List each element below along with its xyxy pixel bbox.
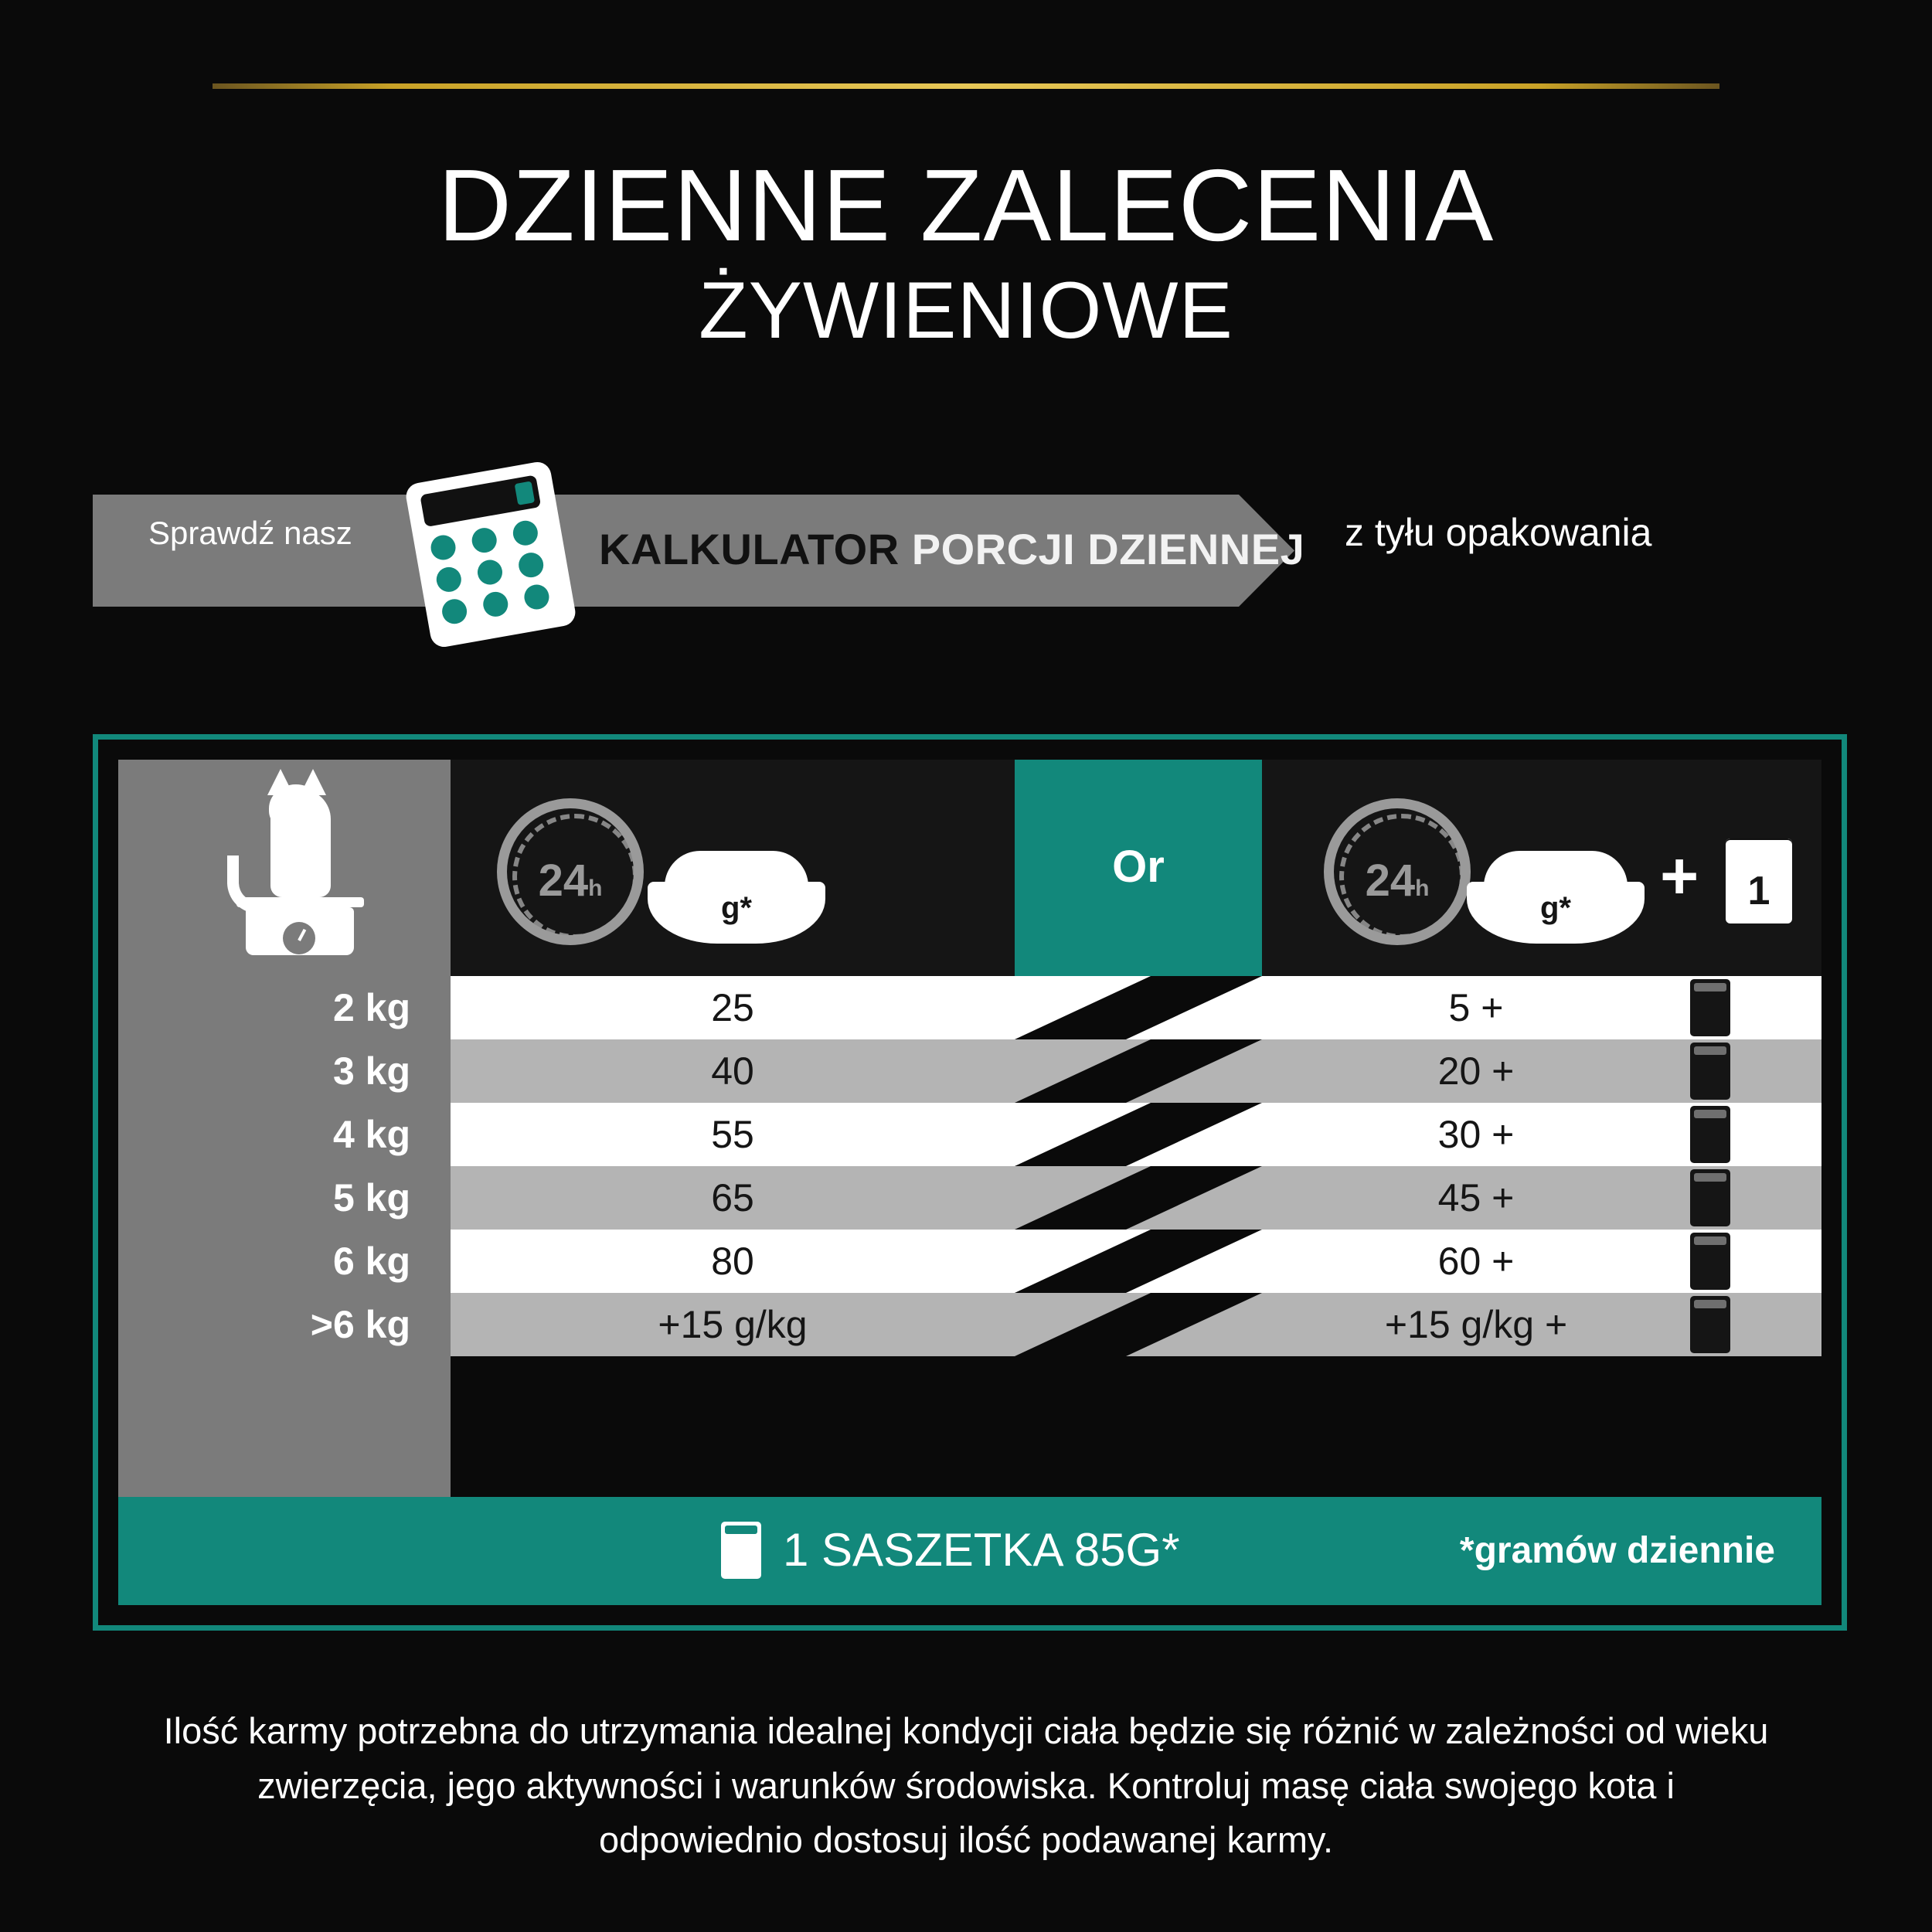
mixed-feeding-header-cell bbox=[1262, 760, 1821, 976]
title-line-2: ŻYWIENIOWE bbox=[699, 265, 1233, 355]
calculator-title-light: PORCJI DZIENNEJ bbox=[911, 525, 1305, 573]
calculator-banner bbox=[93, 487, 1847, 614]
row-mixed-amount: 45 + bbox=[1437, 1176, 1515, 1219]
pouch-icon bbox=[1726, 838, 1792, 923]
calculator-title bbox=[599, 524, 1304, 574]
row-mixed-cell bbox=[1262, 1103, 1821, 1166]
sachet-label: 1 SASZETKA 85G* bbox=[783, 1524, 1180, 1576]
food-bowl-icon-2 bbox=[1467, 851, 1645, 944]
pouch-small-icon bbox=[1690, 979, 1730, 1036]
clock-unit: h bbox=[588, 876, 603, 901]
pouch-count: 1 bbox=[1747, 869, 1770, 913]
bowl-unit-label: g* bbox=[721, 891, 752, 925]
row-dry-amount: 65 bbox=[711, 1176, 754, 1219]
row-mixed-amount: 60 + bbox=[1437, 1240, 1515, 1283]
calculator-prefix-label: Sprawdź nasz bbox=[148, 515, 352, 551]
calculator-icon bbox=[404, 460, 577, 649]
pouch-small-icon bbox=[1690, 1233, 1730, 1290]
clock-24h-icon-2 bbox=[1324, 798, 1471, 945]
sachet-icon bbox=[721, 1522, 761, 1579]
dry-food-header-cell bbox=[451, 760, 1015, 976]
row-weight: 5 kg bbox=[118, 1166, 451, 1230]
or-label: Or bbox=[1112, 842, 1165, 892]
table-row bbox=[118, 976, 1821, 1039]
row-mixed-cell bbox=[1262, 1039, 1821, 1103]
table-footer bbox=[118, 1497, 1821, 1605]
table-row bbox=[118, 1039, 1821, 1103]
row-mixed-amount: 5 + bbox=[1448, 986, 1504, 1029]
clock-hours-2: 24 bbox=[1365, 855, 1416, 906]
clock-unit-2: h bbox=[1415, 876, 1430, 901]
weight-header-cell bbox=[118, 760, 451, 976]
calculator-suffix-label: z tyłu opakowania bbox=[1345, 511, 1652, 554]
row-dry-amount: 40 bbox=[711, 1049, 754, 1093]
page-title bbox=[0, 148, 1932, 355]
table-row bbox=[118, 1230, 1821, 1293]
row-dry-amount: +15 g/kg bbox=[658, 1303, 808, 1346]
table-row bbox=[118, 1103, 1821, 1166]
pouch-small-icon bbox=[1690, 1106, 1730, 1163]
pouch-small-icon bbox=[1690, 1296, 1730, 1353]
or-header-cell bbox=[1015, 760, 1262, 976]
row-mixed-amount: 30 + bbox=[1437, 1113, 1515, 1156]
row-weight: >6 kg bbox=[118, 1293, 451, 1356]
plus-icon: + bbox=[1660, 839, 1699, 913]
clock-24h-icon bbox=[497, 798, 644, 945]
title-line-1: DZIENNE ZALECENIA bbox=[437, 148, 1495, 262]
row-weight: 6 kg bbox=[118, 1230, 451, 1293]
row-mixed-amount: 20 + bbox=[1437, 1049, 1515, 1093]
table-rows bbox=[118, 976, 1821, 1489]
row-weight: 2 kg bbox=[118, 976, 451, 1039]
feeding-table bbox=[93, 734, 1847, 1631]
row-mixed-cell bbox=[1262, 1230, 1821, 1293]
row-mixed-cell bbox=[1262, 1166, 1821, 1230]
table-header bbox=[118, 760, 1821, 976]
row-dry-amount: 80 bbox=[711, 1240, 754, 1283]
bowl-unit-label-2: g* bbox=[1540, 891, 1571, 925]
clock-hours: 24 bbox=[538, 855, 589, 906]
grams-note: *gramów dziennie bbox=[1459, 1530, 1775, 1571]
row-dry-amount: 55 bbox=[711, 1113, 754, 1156]
food-bowl-icon bbox=[648, 851, 825, 944]
row-weight: 3 kg bbox=[118, 1039, 451, 1103]
row-mixed-cell bbox=[1262, 976, 1821, 1039]
calculator-title-bold: KALKULATOR bbox=[599, 525, 900, 573]
row-mixed-cell bbox=[1262, 1293, 1821, 1356]
row-weight: 4 kg bbox=[118, 1103, 451, 1166]
table-row bbox=[118, 1293, 1821, 1356]
footnote-paragraph: Ilość karmy potrzebna do utrzymania idealnej kondycji ciała będzie się różnić w zależności od wieku zwierzęcia, jego aktywności i warunków środowiska. Kontroluj masę ciała swojego kota i odpowiednio dostosuj ilość podawanej karmy. bbox=[163, 1710, 1769, 1860]
row-mixed-amount: +15 g/kg + bbox=[1384, 1303, 1568, 1346]
table-row bbox=[118, 1166, 1821, 1230]
cat-on-scale-icon bbox=[223, 789, 377, 955]
pouch-small-icon bbox=[1690, 1043, 1730, 1100]
pouch-small-icon bbox=[1690, 1169, 1730, 1226]
gold-divider bbox=[213, 83, 1719, 89]
row-dry-amount: 25 bbox=[711, 986, 754, 1029]
